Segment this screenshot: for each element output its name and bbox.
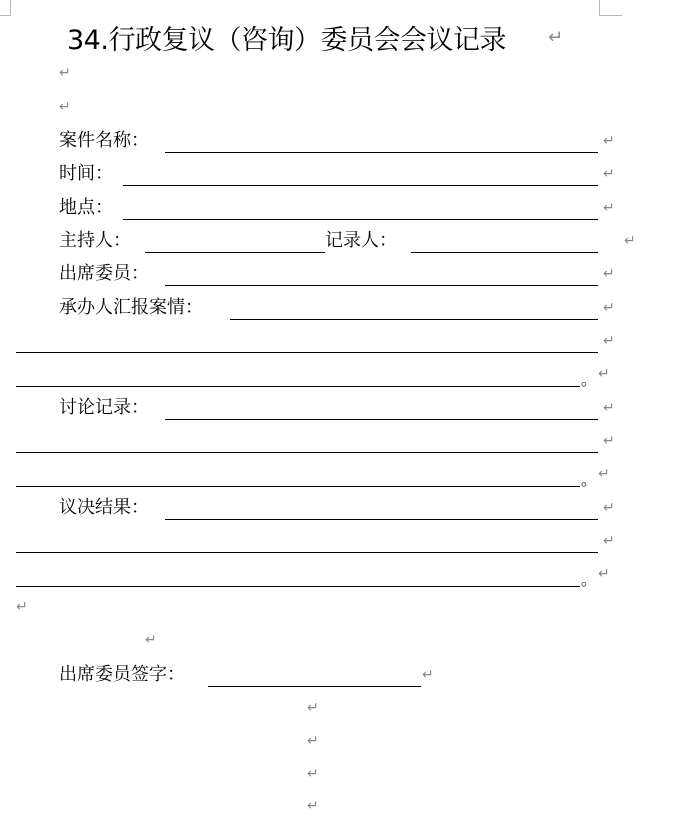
paragraph-mark: ↵ — [422, 667, 434, 683]
recorder-field[interactable] — [411, 252, 598, 253]
paragraph-mark: ↵ — [59, 65, 71, 81]
paragraph-mark: ↵ — [307, 733, 319, 749]
attending-members-field[interactable] — [165, 285, 598, 286]
paragraph-mark: ↵ — [598, 466, 610, 482]
member-signature-label: 出席委员签字： — [59, 664, 185, 685]
host-field[interactable] — [145, 252, 325, 253]
attending-members-label: 出席委员： — [59, 263, 149, 284]
discussion-record-line-2[interactable] — [16, 452, 598, 453]
document-title: 34.行政复议（咨询）委员会会议记录 — [67, 25, 506, 56]
paragraph-mark: ↵ — [598, 366, 610, 382]
case-name-label: 案件名称： — [59, 130, 149, 151]
member-signature-field[interactable] — [208, 686, 421, 687]
paragraph-mark: ↵ — [603, 533, 615, 549]
resolution-label: 议决结果： — [59, 497, 149, 518]
discussion-record-line-3[interactable] — [16, 486, 580, 487]
period: 。 — [581, 570, 598, 589]
paragraph-mark: ↵ — [598, 566, 610, 582]
time-label: 时间： — [59, 163, 113, 184]
paragraph-mark: ↵ — [603, 266, 615, 282]
page-corner-top-right — [599, 0, 622, 16]
paragraph-mark: ↵ — [16, 599, 28, 615]
host-label: 主持人： — [59, 230, 131, 251]
location-field[interactable] — [123, 219, 598, 220]
paragraph-mark: ↵ — [603, 333, 615, 349]
paragraph-mark: ↵ — [307, 766, 319, 782]
period: 。 — [581, 370, 598, 389]
handler-report-field[interactable] — [230, 319, 598, 320]
recorder-label: 记录人： — [325, 230, 397, 251]
paragraph-mark: ↵ — [603, 300, 615, 316]
page-corner-top-left — [0, 0, 11, 16]
resolution-line-2[interactable] — [16, 552, 598, 553]
paragraph-mark: ↵ — [603, 400, 615, 416]
paragraph-mark: ↵ — [548, 27, 564, 48]
case-name-field[interactable] — [165, 152, 598, 153]
paragraph-mark: ↵ — [603, 433, 615, 449]
paragraph-mark: ↵ — [307, 798, 319, 814]
handler-report-line-3[interactable] — [16, 386, 580, 387]
paragraph-mark: ↵ — [145, 632, 157, 648]
time-field[interactable] — [123, 185, 598, 186]
paragraph-mark: ↵ — [59, 99, 71, 115]
paragraph-mark: ↵ — [624, 233, 636, 249]
paragraph-mark: ↵ — [603, 166, 615, 182]
location-label: 地点： — [59, 197, 113, 218]
period: 。 — [581, 470, 598, 489]
paragraph-mark: ↵ — [603, 200, 615, 216]
paragraph-mark: ↵ — [307, 700, 319, 716]
discussion-record-field[interactable] — [165, 419, 598, 420]
handler-report-label: 承办人汇报案情： — [59, 297, 203, 318]
resolution-line-3[interactable] — [16, 586, 580, 587]
paragraph-mark: ↵ — [603, 133, 615, 149]
handler-report-line-2[interactable] — [16, 352, 598, 353]
paragraph-mark: ↵ — [603, 500, 615, 516]
discussion-record-label: 讨论记录： — [59, 397, 149, 418]
resolution-field[interactable] — [165, 519, 598, 520]
